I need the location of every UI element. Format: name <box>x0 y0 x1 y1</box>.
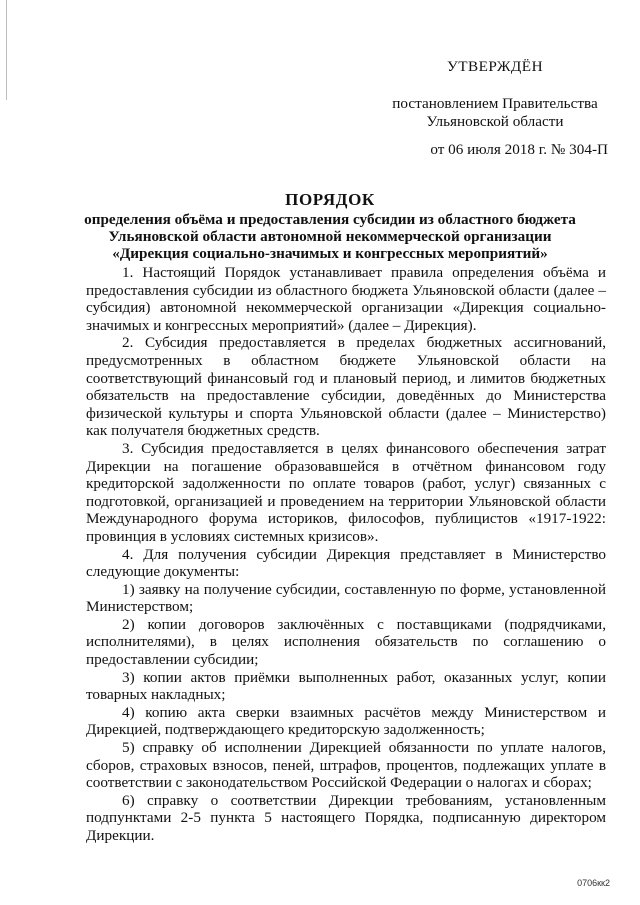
paragraph-2: 2. Субсидия предоставляется в пределах бюджетных ассигнований, предусмотренных в областном бюджете Ульяновской области на соответствующий финансовый год и плановый период, и лимитов бюджетных обязательств на предоставление субсидии, доведённых до Министерства физической культуры и спорта Ульяновской области (далее – Министерство) как получателя бюджетных средств. <box>86 334 606 440</box>
footer-document-code: 0706кк2 <box>577 878 610 888</box>
list-item-1: 1) заявку на получение субсидии, составленную по форме, установленной Министерством; <box>86 580 606 616</box>
approval-stamp-title: УТВЕРЖДЁН <box>446 58 544 75</box>
list-item-6: 6) справку о соответствии Дирекции требованиям, установленным подпунктами 2-5 пункта 5 настоящего Порядка, подписанную директором Дирекции. <box>86 791 606 844</box>
list-item-3: 3) копии актов приёмки выполненных работ, оказанных услуг, копии товарных накладных; <box>86 668 606 704</box>
approval-decree: постановлением Правительства Ульяновской области <box>392 95 598 130</box>
list-item-5: 5) справку об исполнении Дирекцией обязанности по уплате налогов, сборов, страховых взносов, пеней, штрафов, процентов, подлежащих уплате в соответствии с законодательством Российской Федерации о налогах и сборах; <box>86 739 606 792</box>
list-item-4: 4) копию акта сверки взаимных расчётов между Министерством и Дирекцией, подтверждающего кредиторскую задолженность; <box>86 703 606 739</box>
document-subtitle: определения объёма и предоставления субсидии из областного бюджета Ульяновской области автономной некоммерческой организации «Дирекция социально-значимых и конгрессных мероприятий» <box>84 211 576 262</box>
paragraph-1: 1. Настоящий Порядок устанавливает правила определения объёма и предоставления субсидии из областного бюджета Ульяновской области (далее – субсидия) автономной некоммерческой организации «Дирекция социально-значимых и конгрессных мероприятий» (далее – Дирекция). <box>86 264 606 334</box>
scan-margin-line <box>6 0 7 100</box>
document-body <box>86 264 606 845</box>
paragraph-3: 3. Субсидия предоставляется в целях финансового обеспечения затрат Дирекции на погашение образовавшейся в отчётном финансовом году кредиторской задолженности по оплате товаров (работ, услуг) связанных с подготовкой, организацией и проведением на территории Ульяновской области Международного форума историков, философов, публицистов «1917-1922: провинция в условиях системных кризисов». <box>86 439 606 545</box>
paragraph-4: 4. Для получения субсидии Дирекция представляет в Министерство следующие документы: <box>86 545 606 581</box>
approval-date: от 06 июля 2018 г. № 304-П <box>430 141 608 158</box>
list-item-2: 2) копии договоров заключённых с поставщиками (подрядчиками, исполнителями), в целях исполнения обязательств по соглашению о предоставлении субсидии; <box>86 615 606 669</box>
document-title-block <box>70 190 590 262</box>
document-title: ПОРЯДОК <box>285 190 375 209</box>
